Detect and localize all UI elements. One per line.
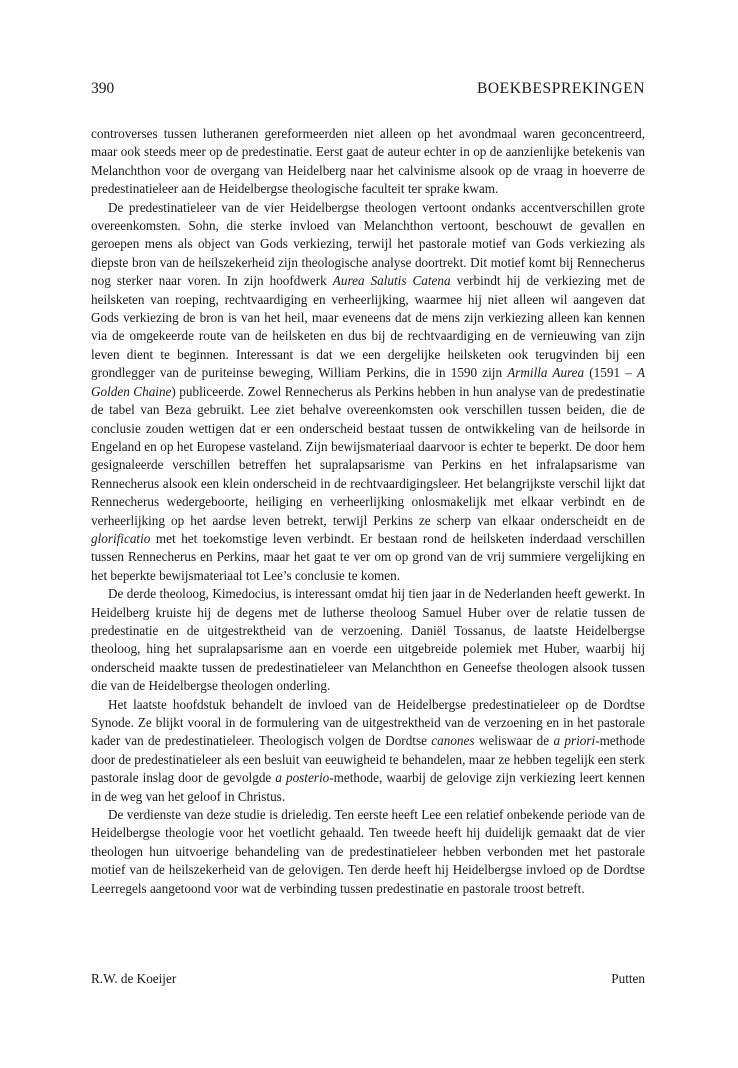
text-segment: (1591 – [584,365,637,381]
text-segment: Het laatste hoofdstuk behandelt de invloed van de Heidelbergse predestinatieleer op de Dordtse Synode. Ze blijkt vooral in de formulering van de uitgestrektheid van de verzoening en in het pastorale kader van de predestinatieleer. Theologisch volgen de Dordtse [91,696,645,749]
text-segment: De predestinatieleer van de vier Heidelbergse theologen vertoont ondanks accentverschillen grote overeenkomsten. Sohn, die sterke invloed van Melanchthon vertoont, beschouwt de gevallen en geroepen mens als object van Gods verkiezing, terwijl het pastorale motief van Gods verkiezing als diepste bron van de heilszekerheid zijn theologische analyse doortrekt. Dit motief komt bij Rennecherus nog sterker naar voren. In zijn hoofdwerk [91,199,645,289]
term-italic: a posterio [275,770,330,786]
paragraph-predestination-overview [91,199,645,586]
reviewer-place: Putten [611,971,645,986]
book-title-italic: Armilla Aurea [507,365,585,381]
paragraph-merits [91,806,645,898]
review-body [91,125,645,898]
reviewer-name: R.W. de Koeijer [91,971,177,986]
paragraph-dordt-synod [91,696,645,806]
page-number: 390 [91,80,115,97]
book-title-italic: Aurea Salutis Catena [332,273,451,289]
text-segment: ) publiceerde. Zowel Rennecherus als Perkins hebben in hun analyse van de predestinatie de tabel van Beza gebruikt. Lee ziet behalve overeenkomsten ook verschillen tussen beiden, die de conclusie zouden wettigen dat er een onderscheid bestaat tussen de ontwikkeling van de heilsorde in Engeland en op het Europese vasteland. Zijn bewijsmateriaal daarvoor is echter te beperkt. De door hem gesignaleerde verschillen betreffen het supralapsarisme van Perkins en het infralapsarisme van Rennecherus alsook een klein onderscheid in de rechtvaardigingsleer. Het belangrijkste verschil lijkt dat Rennecherus wedergeboorte, heiliging en verheerlijking onlosmakelijk met elkaar verbindt en de verheerlijking op het aardse leven betrekt, terwijl Perkins ze scherp van elkaar onderscheidt en de [91,383,645,528]
term-italic: canones [431,733,475,749]
text-segment: met het toekomstige leven verbindt. Er bestaan rond de heilsketen inderdaad verschillen tussen Rennecherus en Perkins, maar het gaat te ver om op grond van de vrij summiere vergelijking en het beperkte bewijsmateriaal tot Lee’s conclusie te komen. [91,530,645,583]
running-title: BOEKBESPREKINGEN [476,80,645,97]
book-title-italic: A Golden Chaine [91,365,645,399]
text-segment: De derde theoloog, Kimedocius, is interessant omdat hij tien jaar in de Nederlanden heeft gewerkt. In Heidelberg kruiste hij de degens met de lutherse theoloog Samuel Huber over de relatie tussen de predestinatie en de uitgestrektheid van de verzoening. Daniël Tossanus, de laatste Heidelbergse theoloog, hing het supralapsarisme aan en voerde een uitgebreide polemiek met Huber, waarbij hij onderscheid maakte tussen de predestinatieleer van Melanchthon en Geneefse theologen alsook tussen die van de Heidelbergse theologen onderling. [91,586,645,694]
review-signature [91,970,645,988]
term-italic: glorificatio [91,530,151,546]
text-segment: controverses tussen lutheranen gereformeerden niet alleen op het avondmaal waren geconcentreerd, maar ook steeds meer op de predestinatie. Eerst gaat de auteur echter in op de aanzienlijke betekenis van Melanchthon voor de overgang van Heidelberg naar het calvinisme alsook op de vraag in hoeverre de predestinatieleer aan de Heidelbergse theologische faculteit ter sprake kwam. [91,126,645,197]
term-italic: a priori [553,733,596,749]
paragraph-continuation [91,125,645,199]
paragraph-kimedocius [91,585,645,695]
text-segment: verbindt hij de verkiezing met de heilsketen van roeping, rechtvaardiging en verheerlijking, waarmee hij niet alleen wil aangeven dat Gods verkiezing de bron is van het heil, maar eveneens dat de mens zijn verkiezing alleen kan kennen via de omgekeerde route van de heilsketen en dus bij de rechtvaardiging en de vernieuwing van zijn leven dient te beginnen. Interessant is dat we een dergelijke heilsketen ook terugvinden bij een grondlegger van de puriteinse beweging, William Perkins, die in 1590 zijn [91,273,645,381]
page-header [91,79,645,99]
text-segment: -methode door de predestinatieleer als een besluit van eeuwigheid te behandelen, maar ze hebben tegelijk een sterk pastorale inslag door de gevolgde [91,733,646,786]
text-segment: De verdienste van deze studie is drieledig. Ten eerste heeft Lee een relatief onbekende periode van de Heidelbergse theologie voor het voetlicht gehaald. Ten tweede heeft hij duidelijk gemaakt dat de vier theologen hun uitvoerige behandeling van de predestinatieleer hebben verbonden met het pastorale motief van de heilszekerheid van de gelovigen. Ten derde heeft hij Heidelbergse invloed op de Dordtse Leerregels aangetoond voor wat de verbinding tussen predestinatie en pastorale troost betreft. [91,807,645,896]
text-segment: -methode, waarbij de gelovige zijn verkiezing leert kennen in de weg van het geloof in Christus. [91,770,645,804]
text-segment: weliswaar de [474,733,554,749]
